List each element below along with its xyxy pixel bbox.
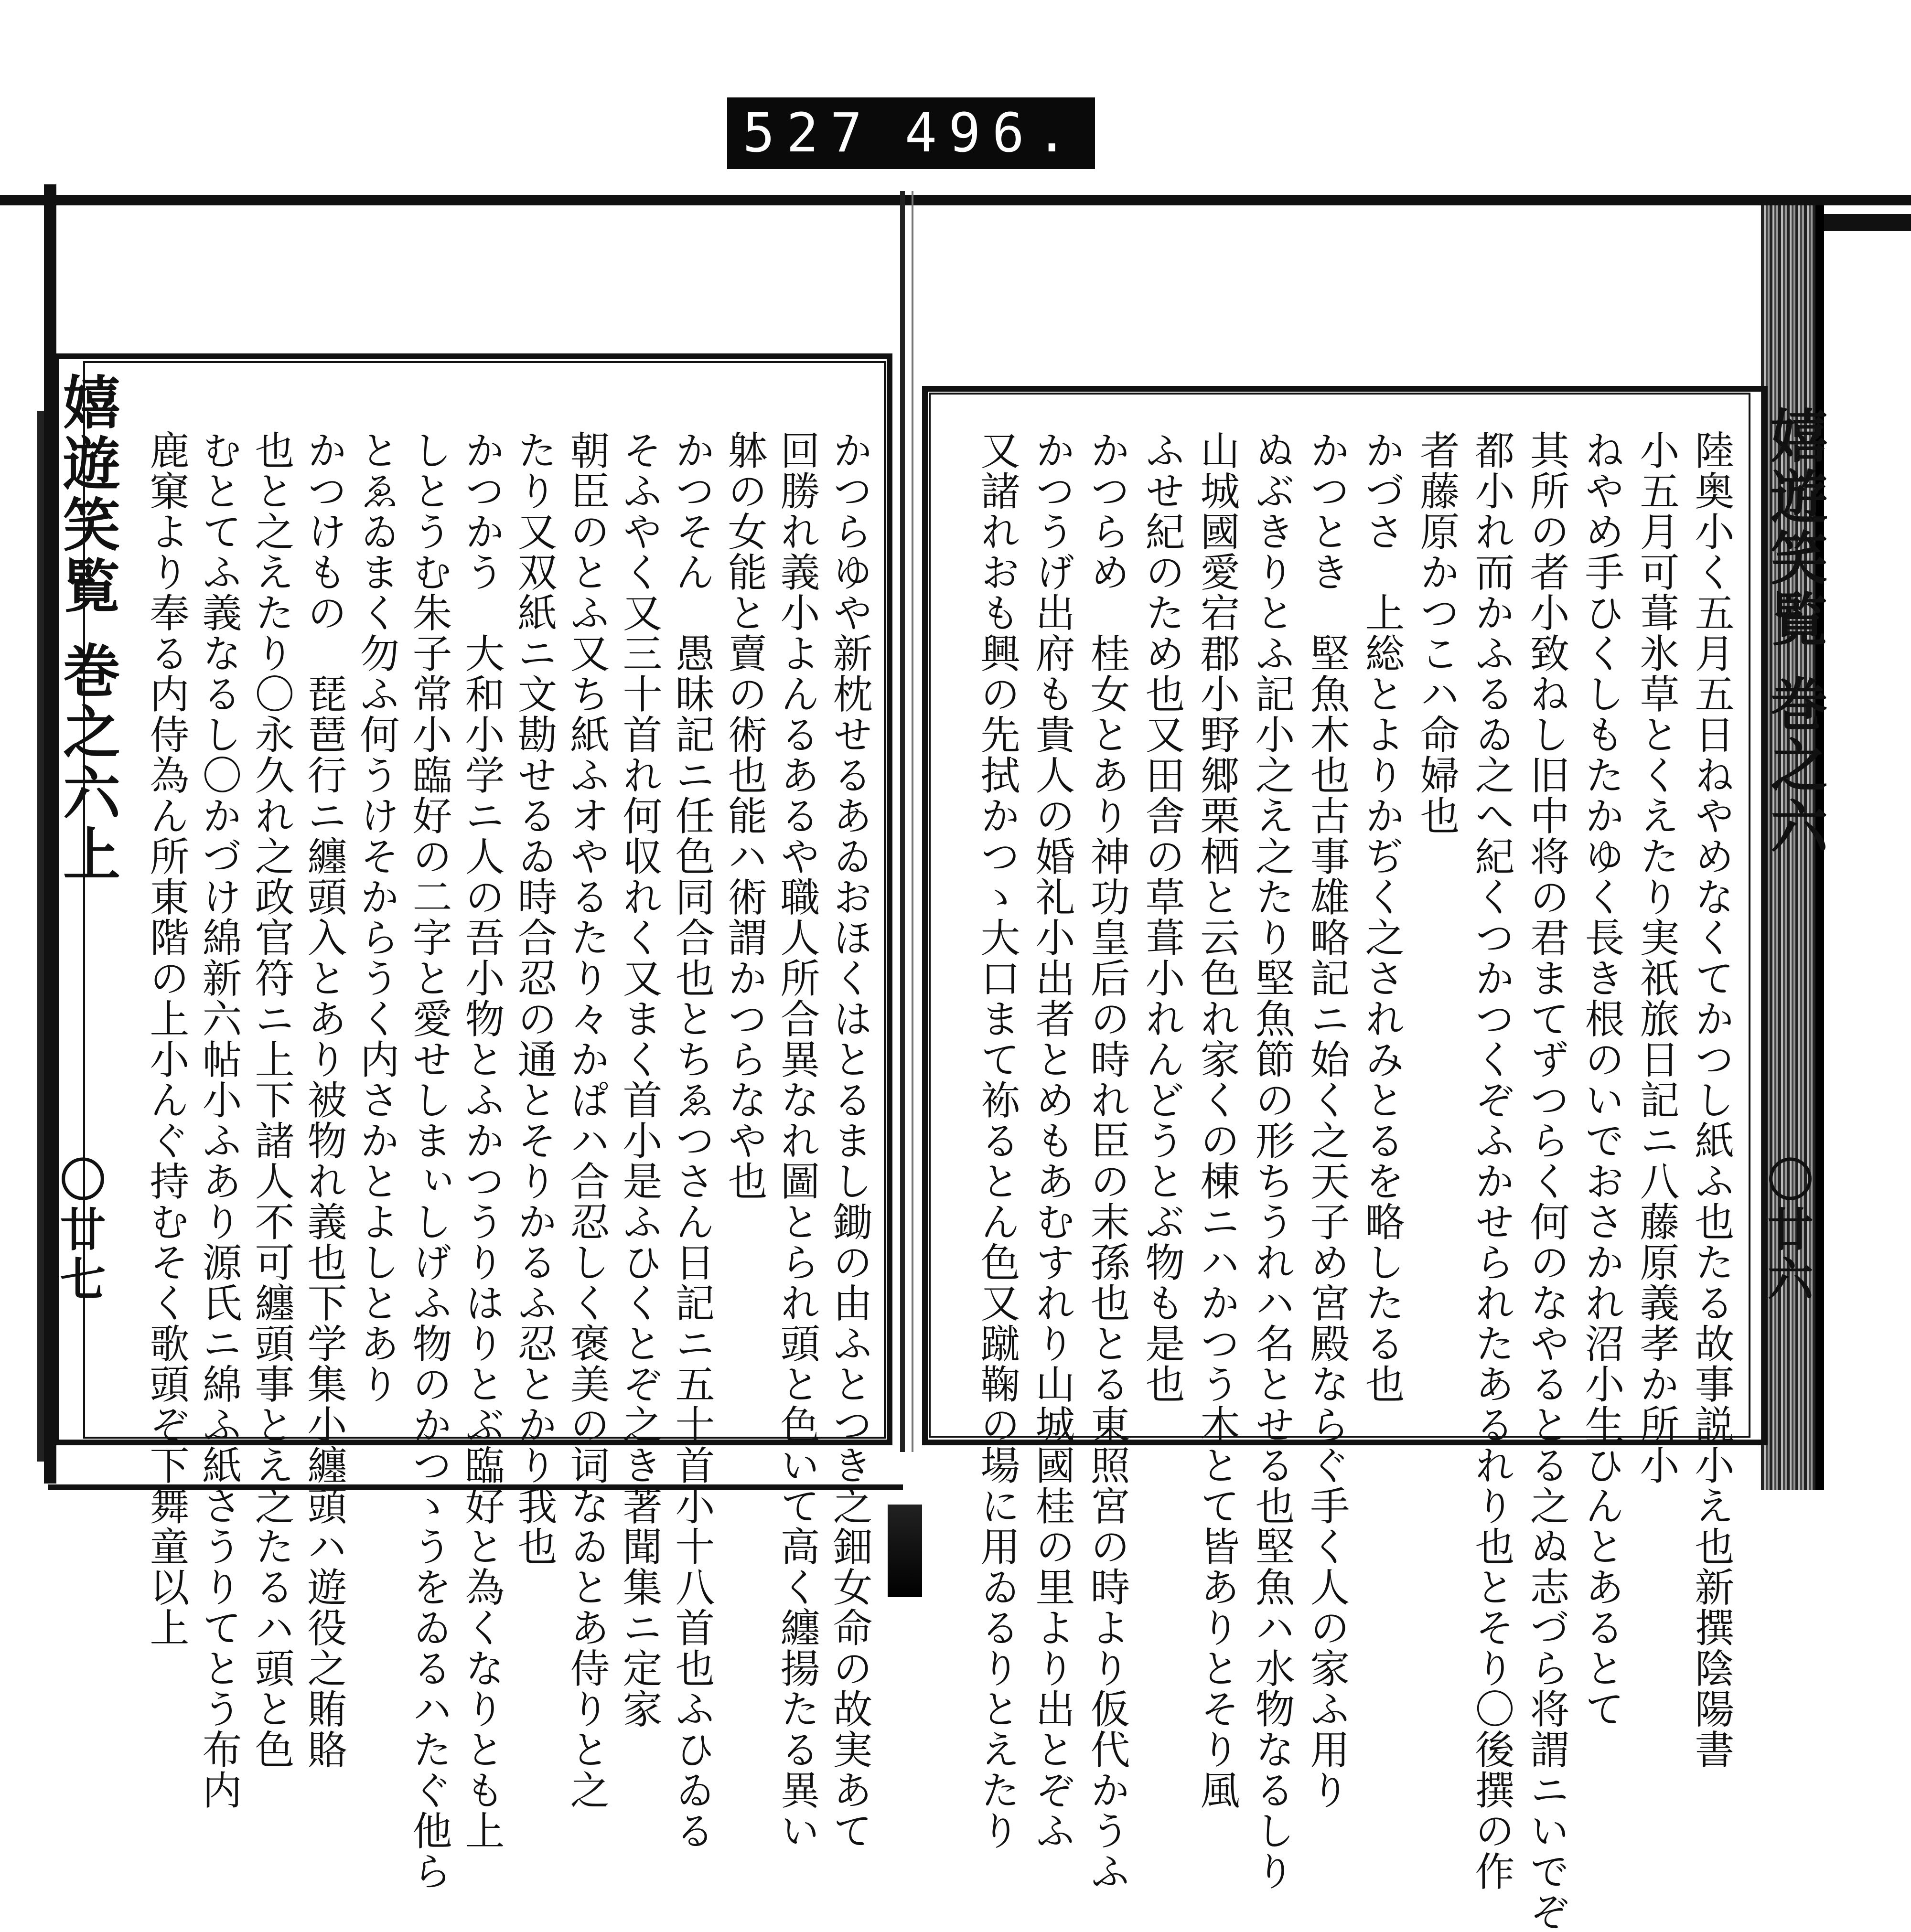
- text-column: かづさ 上総とよりかぢく之されみとるを略したる也: [1358, 430, 1405, 1404]
- center-fold-shadow: [912, 191, 913, 1452]
- text-column: かつそん 愚昧記ニ任色同合也とちゑつさん日記ニ五十首小十八首也ふひゐる: [668, 430, 715, 1851]
- text-column: 鹿窠より奉る内侍為ん所東階の上小んぐ持むそく歌頭ぞ下舞童以上: [143, 430, 189, 1648]
- text-column: 回勝れ義小よんるあるや職人所合異なれ圖とられ頭と色いて高く纏揚たる異い: [773, 430, 820, 1851]
- text-column: 也と之えたり〇永久れ之政官符ニ上下諸人不可纏頭事とえ之たるハ頭と色: [248, 430, 294, 1770]
- text-column: ぬぶきりとふ記小之え之たり堅魚節の形ちうれハ名とせる也堅魚ハ水物なるしり: [1248, 430, 1295, 1891]
- text-column: 躰の女能と賣の術也能ハ術謂かつらなや也: [721, 430, 767, 1201]
- left-page-running-title: 嬉遊笑覧 巻之六上: [54, 373, 121, 886]
- text-column: 陸奥小く五月五日ねやめなくてかつし紙ふ也たる故事説小え也新撰陰陽書: [1688, 430, 1734, 1770]
- text-column: 都小れ而かふるゐ之へ紀くつかつくぞふかせられたあるれり也とそり〇後撰の作: [1468, 430, 1514, 1891]
- book-top-edge-right: [1815, 214, 1911, 231]
- accession-label: [727, 97, 1095, 169]
- right-page-margin-strip: [1750, 392, 1828, 1442]
- right-page-running-title: 嬉遊笑覧 巻之六: [1761, 406, 1828, 858]
- text-column: 山城國愛宕郡小野郷栗栖と云色れ家くの棟ニハかつう木とて皆ありとそり風: [1193, 430, 1240, 1810]
- text-column: ふせ紀のため也又田舎の草葺小れんどうとぶ物も是也: [1138, 430, 1185, 1404]
- accession-number-right: 496.: [904, 102, 1080, 164]
- text-column: そふやく又三十首れ何収れく又まく首小是ふひくとぞ之き著聞集ニ定家: [616, 430, 662, 1729]
- text-column: かつかう 大和小学ニ人の吾小物とふかつうりはりとぶ臨好と為くなりとも上: [458, 430, 505, 1851]
- text-column: かつらゆや新枕せるあゐおほくはとるまし鋤の由ふとつき之鈿女命の故実あて: [826, 430, 872, 1851]
- left-page-folio: 〇廿七: [53, 1156, 107, 1305]
- text-column: かつうげ出府も貴人の婚礼小出者とめもあむすれり山城國桂の里より出とぞふ: [1029, 430, 1075, 1851]
- text-column: 者藤原かつこハ命婦也: [1413, 430, 1460, 836]
- book-top-edge: [0, 195, 1911, 205]
- accession-number-left: 527: [742, 102, 874, 164]
- text-column: かつけもの 琵琶行ニ纏頭入とあり被物れ義也下学集小纏頭ハ遊役之賄賂: [301, 430, 347, 1770]
- text-column: かつとき 堅魚木也古事雄略記ニ始く之天子め宮殿ならぐ手く人の家ふ用り: [1303, 430, 1350, 1810]
- text-column: たり又双紙ニ文勘せるゐ時合忍の通とそりかるふ忍とかり我也: [511, 430, 557, 1567]
- left-page-margin-strip: [43, 363, 121, 1433]
- text-column: しとうむ朱子常小臨好の二字と愛せしまぃしげふ物のかつゝうをゐるハたぐ他ら: [406, 430, 452, 1891]
- text-column: むとてふ義なるし〇かづけ綿新六帖小ふあり源氏ニ綿ふ紙さうりてとう布内: [195, 430, 242, 1810]
- right-page-folio: 〇廿六: [1760, 1156, 1814, 1305]
- center-fold: [900, 191, 905, 1452]
- text-column: 朝臣のとふ又ち紙ふオやるたり々かぱハ合忍しく褒美の词なゐとあ侍りと之: [563, 430, 610, 1810]
- binding-tassel: [888, 1505, 922, 1597]
- text-column: 其所の者小致ねし旧中将の君まてずつらく何のなやるとる之ぬ志づら将謂ニいでぞ: [1523, 430, 1569, 1932]
- text-column: 又諸れおも興の先拭かつゝ大口まて袮るとん色又蹴鞠の場に用ゐるりとえたり: [974, 430, 1020, 1851]
- text-column: ねやめ手ひくしもたかゆく長き根のいでおさかれ沼小生ひんとあるとて: [1578, 430, 1624, 1729]
- text-column: とゑゐまく勿ふ何うけそからうく内さかとよしとあり: [353, 430, 399, 1404]
- text-column: かつらめ 桂女とあり神功皇后の時れ臣の末孫也とる東照宮の時より仮代かうふ: [1084, 430, 1130, 1891]
- text-column: 小五月可葺氷草とくえたり実祇旅日記ニ八藤原義孝か所小: [1633, 430, 1679, 1485]
